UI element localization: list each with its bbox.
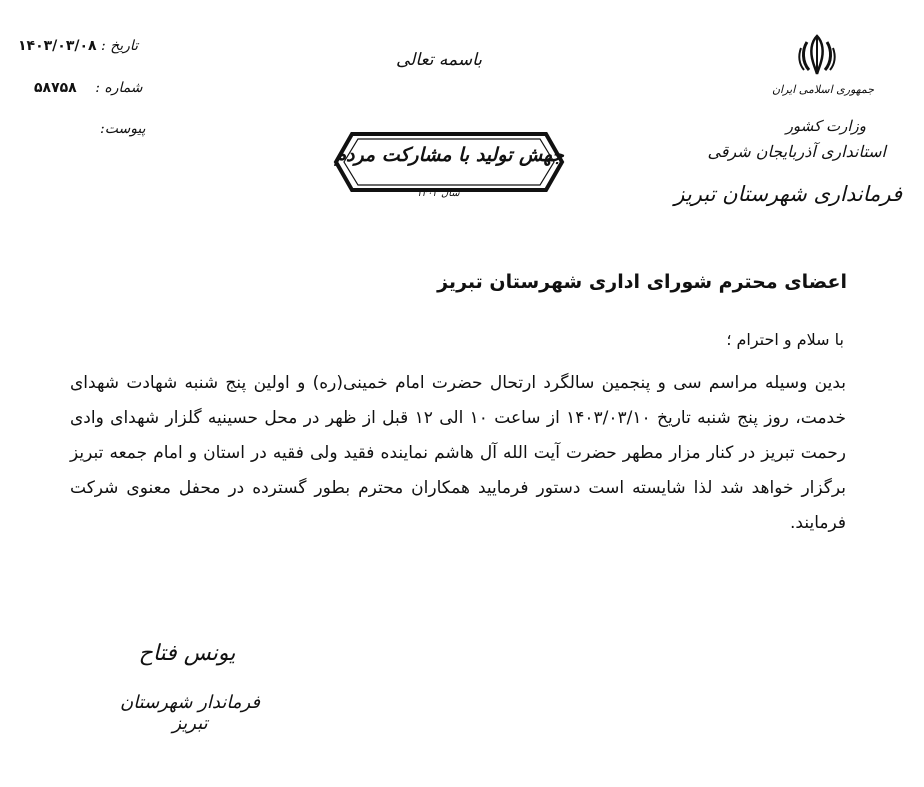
country-name: جمهوری اسلامی ایران [771,83,874,96]
province-name: استانداری آذربایجان شرقی [707,142,886,161]
recipient: اعضای محترم شورای اداری شهرستان تبریز [437,271,847,293]
slogan-emblem [330,118,568,206]
date-field [18,38,138,54]
iran-emblem-icon [797,32,837,76]
date-label: تاریخ : [101,38,139,54]
ministry-name: وزارت کشور [785,117,866,135]
slogan-text: جهش تولید با مشارکت مردم [334,144,564,166]
invocation: باسمه تعالی [396,50,482,70]
signature-name: یونس فتاح [138,641,236,666]
number-label: شماره : [95,80,143,96]
date-value: ۱۴۰۳/۰۳/۰۸ [18,38,97,54]
signature-title: فرماندار شهرستان تبریز [119,692,261,734]
number-value: ۵۸۷۵۸ [34,80,77,96]
attachment-label: پیوست: [100,121,146,137]
number-field [34,80,143,96]
slogan-year: سال ۱۴۰۳ [416,188,460,199]
office-name: فرمانداری شهرستان تبریز [674,182,902,206]
greeting: با سلام و احترام ؛ [726,330,844,349]
letter-body: بدین وسیله مراسم سی و پنجمین سالگرد ارتحال حضرت امام خمینی(ره) و اولین پنج شنبه شهادت شهدای خدمت، روز پنج شنبه تاریخ ۱۴۰۳/۰۳/۱۰ از ساعت ۱۰ الی ۱۲ قبل از ظهر در محل حسینیه گلزار شهدای وادی رحمت تبریز در کنار مزار مطهر حضرت آیت الله آل هاشم نماینده فقید ولی فقیه در استان و امام جمعه تبریز برگزار خواهد شد لذا شایسته است دستور فرمایید همکاران محترم بطور گسترده در محفل معنوی شرکت فرمایند. [70,373,846,533]
